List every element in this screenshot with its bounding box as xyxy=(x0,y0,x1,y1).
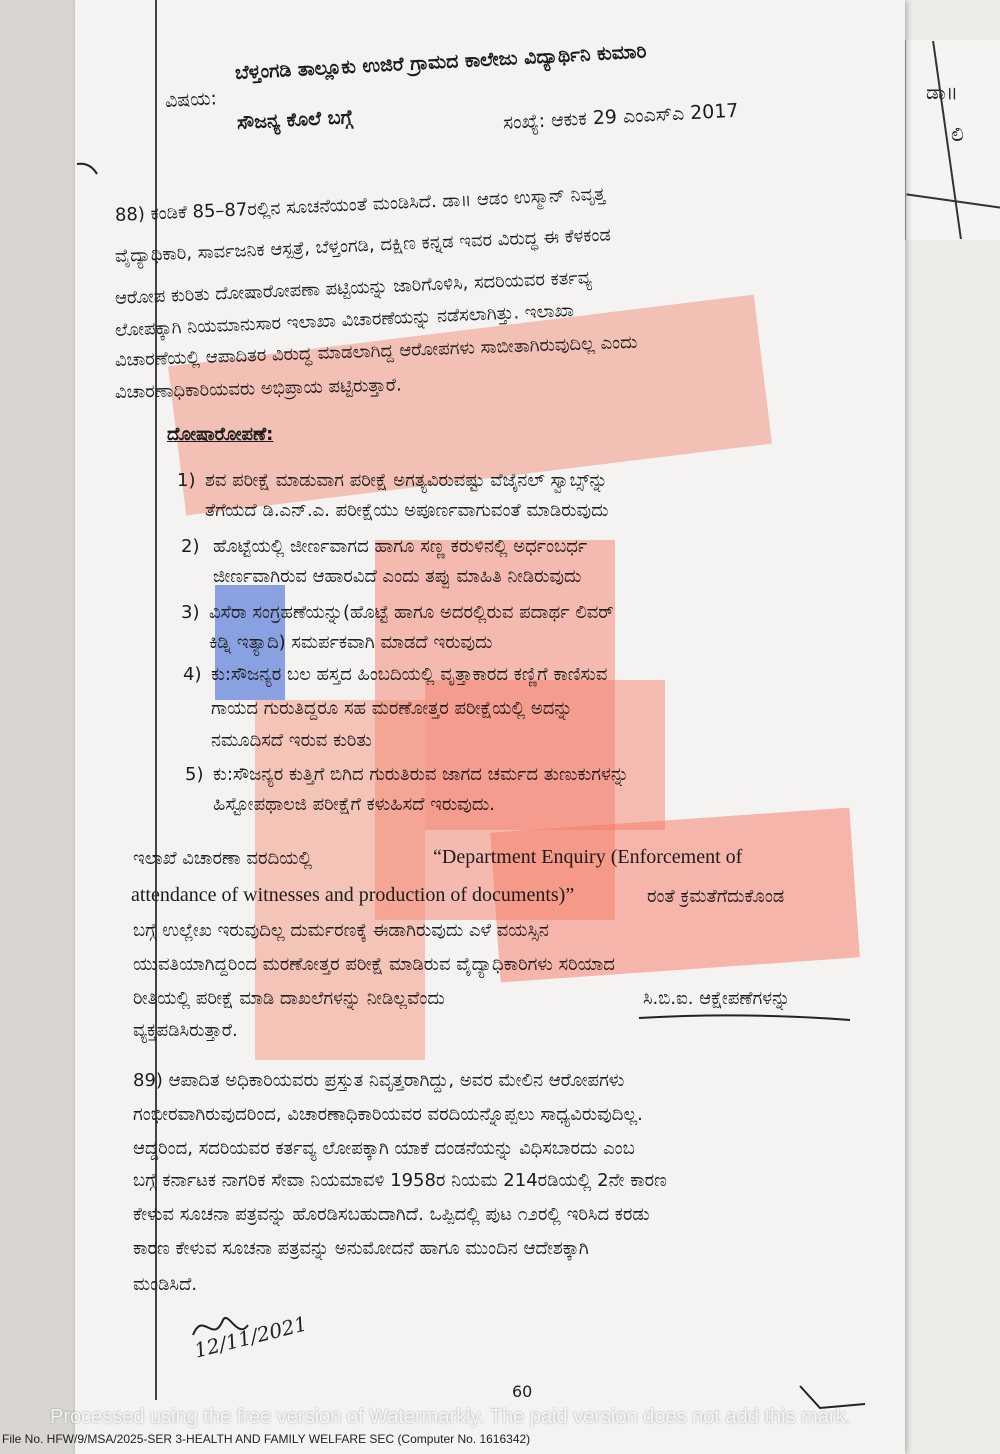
para-line: 88) ಕಂಡಿಕೆ 85–87ರಲ್ಲಿನ ಸೂಚನೆಯಂತೆ ಮಂಡಿಸಿದೆ. ಡಾ॥ ಆಡಂ ಉಸ್ಮಾನ್ ನಿವೃತ್ತ xyxy=(114,183,606,226)
charge-line: ಕು:ಸೌಜನ್ಯರ ಬಲ ಹಸ್ತದ ಹಿಂಬದಿಯಲ್ಲಿ ವೃತ್ತಾಕಾರದ ಕಣ್ಣಿಗೆ ಕಾಣಿಸುವ xyxy=(211,664,608,685)
side-fragment: ಡಾ॥ xyxy=(926,80,958,104)
para-line: ಲೋಪಕ್ಕಾಗಿ ನಿಯಮಾನುಸಾರ ಇಲಾಖಾ ವಿಚಾರಣೆಯನ್ನು ನಡೆಸಲಾಗಿತ್ತು. ಇಲಾಖಾ xyxy=(114,299,575,341)
charge-number: 1) xyxy=(177,470,196,491)
margin-tick xyxy=(75,160,115,184)
para-line: ರೀತಿಯಲ್ಲಿ ಪರೀಕ್ಷೆ ಮಾಡಿ ದಾಖಲೆಗಳನ್ನು ನೀಡಿಲ್ಲವೆಂದು xyxy=(133,988,445,1009)
charges-heading: ದೋಷಾರೋಪಣೆ: xyxy=(167,424,274,445)
para-line: ವೈದ್ಯಾಧಿಕಾರಿ, ಸಾರ್ವಜನಿಕ ಆಸ್ಪತ್ರೆ, ಬೆಳ್ತಂಗಡಿ, ದಕ್ಷಿಣ ಕನ್ನಡ ಇವರ ವಿರುದ್ಧ ಈ ಕೆಳಕಂಡ xyxy=(114,224,612,267)
para-line: ರಂತೆ ಕ್ರಮತೆಗೆದುಕೊಂಡ xyxy=(647,886,785,907)
document-page xyxy=(75,0,905,1454)
para-line: ಕೇಳುವ ಸೂಚನಾ ಪತ್ರವನ್ನು ಹೊರಡಿಸಬಹುದಾಗಿದೆ. ಒಪ್ಪಿದಲ್ಲಿ ಪುಟ ೧೨ರಲ್ಲಿ ಇರಿಸಿದ ಕರಡು xyxy=(133,1204,650,1225)
para-line: ಮಂಡಿಸಿದೆ. xyxy=(133,1274,198,1295)
para-line-english: “Department Enquiry (Enforcement of xyxy=(433,846,743,868)
para-line: ಗಂಭೀರವಾಗಿರುವುದರಿಂದ, ವಿಚಾರಣಾಧಿಕಾರಿಯವರ ವರದಿಯನ್ನೊಪ್ಪಲು ಸಾಧ್ಯವಿರುವುದಿಲ್ಲ. xyxy=(133,1104,643,1125)
charge-line: ಕಿಡ್ನಿ ಇತ್ಯಾದಿ) ಸಮರ್ಪಕವಾಗಿ ಮಾಡದೆ ಇರುವುದು xyxy=(209,632,493,653)
watermark-text: Processed using the free version of Watermarkly. The paid version does not add this mark. xyxy=(50,1406,852,1428)
para-line-english: attendance of witnesses and production of documents)” xyxy=(131,884,575,906)
para-line-underlined: ಸಿ.ಬಿ.ಐ. ಆಕ್ಷೇಪಣೆಗಳನ್ನು xyxy=(643,988,791,1009)
underline-mark xyxy=(635,1010,855,1026)
charge-line: ಕು:ಸೌಜನ್ಯರ ಕುತ್ತಿಗೆ ಬಿಗಿದ ಗುರುತಿರುವ ಜಾಗದ ಚರ್ಮದ ತುಣುಕುಗಳನ್ನು xyxy=(213,764,629,785)
para-line: ಇಲಾಖೆ ವಿಚಾರಣಾ ವರದಿಯಲ್ಲಿ xyxy=(133,848,313,869)
charge-number: 2) xyxy=(181,536,200,557)
para-line: ಆದ್ದರಿಂದ, ಸದರಿಯವರ ಕರ್ತವ್ಯ ಲೋಪಕ್ಕಾಗಿ ಯಾಕೆ ದಂಡನೆಯನ್ನು ವಿಧಿಸಬಾರದು ಎಂಬ xyxy=(133,1138,635,1159)
charge-line: ಶವ ಪರೀಕ್ಷೆ ಮಾಡುವಾಗ ಪರೀಕ್ಷೆ ಅಗತ್ಯವಿರುವಷ್ಟು ವೆಜೈನಲ್ ಸ್ವಾಬ್ಸ್‌ನ್ನು xyxy=(205,470,608,491)
para-line: ಯುವತಿಯಾಗಿದ್ದರಿಂದ ಮರಣೋತ್ತರ ಪರೀಕ್ಷೆ ಮಾಡಿರುವ ವೈದ್ಯಾಧಿಕಾರಿಗಳು ಸರಿಯಾದ xyxy=(133,954,615,975)
para-line: ವಿಚಾರಣಾಧಿಕಾರಿಯವರು ಅಭಿಪ್ರಾಯ ಪಟ್ಟಿರುತ್ತಾರೆ. xyxy=(114,374,402,403)
subject-line-1: ಬೆಳ್ತಂಗಡಿ ತಾಲ್ಲೂಕು ಉಜಿರೆ ಗ್ರಾಮದ ಕಾಲೇಜು ವಿದ್ಯಾರ್ಥಿನಿ ಕುಮಾರಿ xyxy=(234,40,647,84)
charge-line: ವಿಸೆರಾ ಸಂಗ್ರಹಣೆಯನ್ನು(ಹೊಟ್ಟೆ ಹಾಗೂ ಅದರಲ್ಲಿರುವ ಪದಾರ್ಥ ಲಿವರ್ xyxy=(209,602,614,623)
charge-number: 5) xyxy=(185,764,204,785)
page-number: 60 xyxy=(512,1382,533,1401)
charge-line: ಗಾಯದ ಗುರುತಿದ್ದರೂ ಸಹ ಮರಣೋತ್ತರ ಪರೀಕ್ಷೆಯಲ್ಲಿ ಅದನ್ನು xyxy=(211,698,573,719)
charge-line: ಹೊಟ್ಟೆಯಲ್ಲಿ ಜೀರ್ಣವಾಗದ ಹಾಗೂ ಸಣ್ಣ ಕರುಳಿನಲ್ಲಿ ಅರ್ಧಂಬರ್ಧ xyxy=(213,536,588,557)
charge-line: ಜೀರ್ಣವಾಗಿರುವ ಆಹಾರವಿದೆ ಎಂದು ತಪ್ಪು ಮಾಹಿತಿ ನೀಡಿರುವುದು xyxy=(213,566,582,587)
file-footer: File No. HFW/9/MSA/2025-SER 3-HEALTH AND FAMILY WELFARE SEC (Computer No. 1616342) xyxy=(2,1432,531,1446)
charge-number: 3) xyxy=(181,602,200,623)
subject-line-2: ಸೌಜನ್ಯ ಕೊಲೆ ಬಗ್ಗೆ xyxy=(236,105,354,134)
charge-number: 4) xyxy=(183,664,202,685)
para-line: ಆರೋಪ ಕುರಿತು ದೋಷಾರೋಪಣಾ ಪಟ್ಟಿಯನ್ನು ಜಾರಿಗೊಳಿಸಿ, ಸದರಿಯವರ ಕರ್ತವ್ಯ xyxy=(114,267,593,309)
subject-label: ವಿಷಯ: xyxy=(164,87,218,112)
para-line: ಬಗ್ಗೆ ಉಲ್ಲೇಖ ಇರುವುದಿಲ್ಲ ದುರ್ಮರಣಕ್ಕೆ ಈಡಾಗಿರುವುದು ಎಳೆ ವಯಸ್ಸಿನ xyxy=(133,920,549,941)
charge-line: ನಮೂದಿಸದೆ ಇರುವ ಕುರಿತು xyxy=(211,730,372,751)
reference-number: ಸಂಖ್ಯೆ: ಆಕುಕ 29 ಎಂಎಸ್ಎ 2017 xyxy=(502,99,740,134)
charge-line: ಹಿಸ್ಟೋಪಥಾಲಜಿ ಪರೀಕ್ಷೆಗೆ ಕಳುಹಿಸದೆ ಇರುವುದು. xyxy=(213,794,495,815)
charge-line: ತೆಗೆಯದೆ ಡಿ.ಎನ್.ಎ. ಪರೀಕ್ಷೆಯು ಅಪೂರ್ಣವಾಗುವಂತೆ ಮಾಡಿರುವುದು xyxy=(205,500,609,521)
para-line: ಕಾರಣ ಕೇಳುವ ಸೂಚನಾ ಪತ್ರವನ್ನು ಅನುಮೋದನೆ ಹಾಗೂ ಮುಂದಿನ ಆದೇಶಕ್ಕಾಗಿ xyxy=(133,1238,589,1259)
para-line: ವಿಚಾರಣೆಯಲ್ಲಿ ಆಪಾದಿತರ ವಿರುದ್ಧ ಮಾಡಲಾಗಿದ್ದ ಆರೋಪಗಳು ಸಾಬೀತಾಗಿರುವುದಿಲ್ಲ ಎಂದು xyxy=(114,331,638,371)
para-line: ಬಗ್ಗೆ ಕರ್ನಾಟಕ ನಾಗರಿಕ ಸೇವಾ ನಿಯಮಾವಳಿ 1958ರ ನಿಯಮ 214ರಡಿಯಲ್ಲಿ 2ನೇ ಕಾರಣ xyxy=(133,1170,667,1191)
para-line: ವ್ಯಕ್ತಪಡಿಸಿರುತ್ತಾರೆ. xyxy=(133,1020,238,1041)
para-line: 89) ಆಪಾದಿತ ಅಧಿಕಾರಿಯವರು ಪ್ರಸ್ತುತ ನಿವೃತ್ತರಾಗಿದ್ದು, ಅವರ ಮೇಲಿನ ಆರೋಪಗಳು xyxy=(133,1070,625,1091)
side-fragment: ಲಿ xyxy=(951,122,964,146)
signature-date: 12/11/2021 xyxy=(191,1311,310,1363)
adjacent-paper xyxy=(905,40,1000,240)
